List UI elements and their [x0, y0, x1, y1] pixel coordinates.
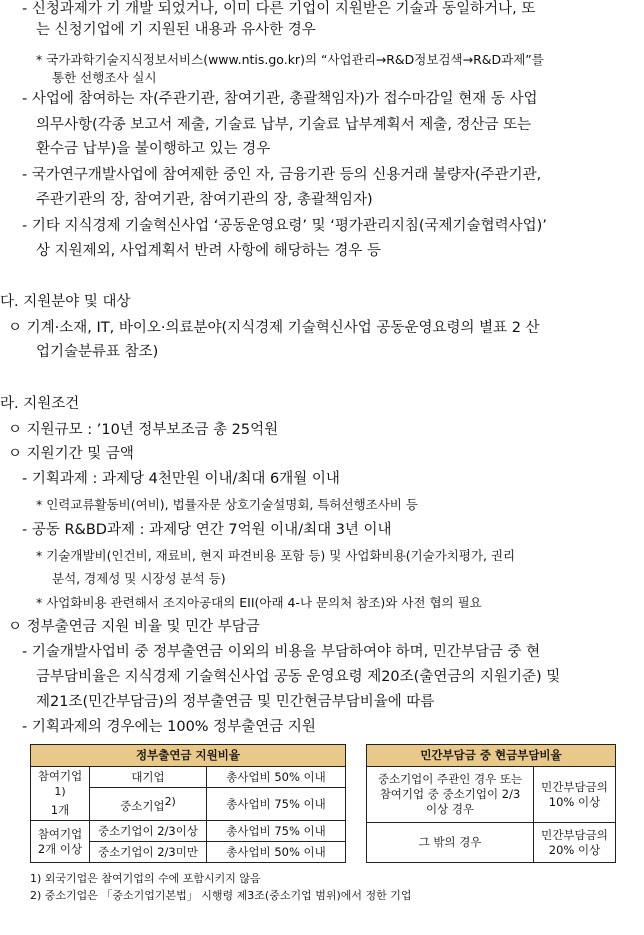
gov-support-table: [30, 744, 346, 863]
footnote: 2) 중소기업은 「중소기업기본법」 시행령 제3조(중소기업 범위)에서 정한 기업: [30, 889, 412, 902]
private-share-table: [366, 744, 616, 863]
section-heading: 라. 지원조건: [0, 396, 80, 412]
text-line: - 기타 지식경제 기술혁신사업 ‘공동운영요령’ 및 ‘평가관리지침(국제기술협력사업)’: [22, 218, 547, 234]
text-line: 통한 선행조사 실시: [52, 70, 157, 85]
text-line: - 국가연구개발사업에 참여제한 중인 자, 금융기관 등의 신용거래 불량자(주관기관,: [22, 167, 542, 183]
text-line: ㅇ 지원기간 및 금액: [8, 446, 134, 462]
text-line: - 사업에 참여하는 자(주관기관, 참여기관, 총괄책임자)가 접수마감일 현재 동 사업: [22, 91, 538, 107]
section-heading: 다. 지원분야 및 대상: [0, 294, 131, 310]
text-line: * 국가과학기술지식정보서비스(www.ntis.go.kr)의 “사업관리→R&D정보검색→R&D과제”를: [36, 52, 544, 67]
text-line: 상 지원제외, 사업계획서 반려 사항에 해당하는 경우 등: [36, 243, 382, 259]
text-line: - 신청과제가 기 개발 되었거나, 이미 다른 기업이 지원받은 기술과 동일하거나, 또: [22, 1, 536, 17]
table-cell: 중소기업$^{2)}$: [90, 788, 207, 821]
text-line: * 기술개발비(인건비, 재료비, 현지 파견비용 포함 등) 및 사업화비용(기술가치평가, 권리: [36, 548, 516, 563]
text-line: 의무사항(각종 보고서 제출, 기술료 납부, 기술료 납부계획서 제출, 정산금 또는: [36, 117, 532, 133]
footnote: 1) 외국기업은 참여기업의 수에 포함시키지 않음: [30, 872, 261, 885]
table-cell: 총사업비 75% 이내: [207, 788, 346, 821]
text-line: - 공동 R&BD과제 : 과제당 연간 7억원 이내/최대 3년 이내: [22, 522, 392, 538]
text-line: 제21조(민간부담금)의 정부출연금 및 민간현금부담비율에 따름: [36, 694, 435, 710]
text-line: - 기술개발사업비 중 정부출연금 이외의 비용을 부담하여야 하며, 민간부담금 중 현: [22, 644, 541, 660]
text-line: * 인력교류활동비(여비), 법률자문 상호기술설명회, 특허선행조사비 등: [36, 497, 418, 512]
table-cell: 그 밖의 경우: [367, 823, 534, 863]
text-line: 업기술분류표 참조): [36, 344, 159, 360]
table-cell: 대기업: [90, 767, 207, 788]
text-line: 분석, 경제성 및 시장성 분석 등): [52, 571, 226, 586]
text-line: 환수금 납부)을 불이행하고 있는 경우: [36, 141, 271, 157]
text-line: 주관기관의 장, 참여기관, 참여기관의 장, 총괄책임자): [36, 192, 373, 208]
table-cell: 민간부담금의 20% 이상: [534, 823, 616, 863]
table-title: 정부출연금 지원비율: [31, 745, 346, 767]
table-cell: 중소기업이 2/3미만: [90, 842, 207, 863]
text-line: 는 신청기업에 기 지원된 내용과 유사한 경우: [36, 22, 316, 38]
text-line: 금부담비율은 지식경제 기술혁신사업 공동 운영요령 제20조(출연금의 지원기준) 및: [36, 669, 561, 685]
text-line: * 사업화비용 관련해서 조지아공대의 EII(아래 4-나 문의처 참조)와 사전 협의 필요: [36, 595, 482, 610]
text-line: - 기획과제 : 과제당 4천만원 이내/최대 6개월 이내: [22, 471, 340, 487]
multi-cell: 참여기업 2개 이상: [31, 821, 90, 863]
table-cell: 총사업비 50% 이내: [207, 767, 346, 788]
text-line: ㅇ 정부출연금 지원 비율 및 민간 부담금: [8, 619, 260, 635]
text-line: - 기획과제의 경우에는 100% 정부출연금 지원: [22, 719, 316, 735]
table-cell: 총사업비 75% 이내: [207, 821, 346, 842]
host-cell: 참여기업$^{1)}$ 1개: [31, 767, 90, 821]
table-cell: 총사업비 50% 이내: [207, 842, 346, 863]
text-line: ㅇ 기계·소재, IT, 바이오·의료분야(지식경제 기술혁신사업 공동운영요령의 별표 2 산: [8, 320, 540, 336]
table-cell: 중소기업이 2/3이상: [90, 821, 207, 842]
table-cell: 중소기업이 주관인 경우 또는 참여기업 중 중소기업이 2/3 이상 경우: [367, 767, 534, 823]
table-title: 민간부담금 중 현금부담비율: [367, 745, 616, 767]
table-cell: 민간부담금의 10% 이상: [534, 767, 616, 823]
text-line: ㅇ 지원규모 : ’10년 정부보조금 총 25억원: [8, 422, 279, 438]
